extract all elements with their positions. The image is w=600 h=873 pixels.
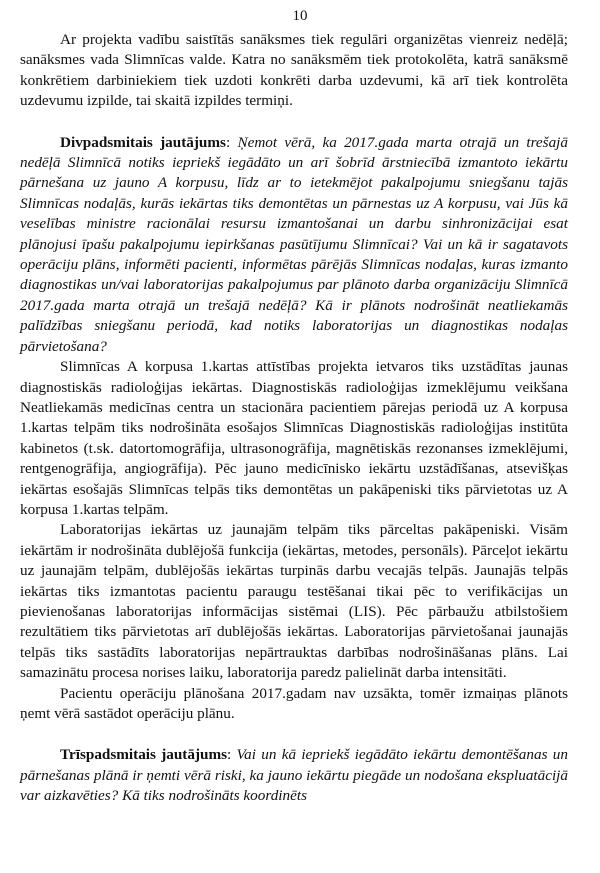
question-13-colon: : <box>227 746 237 764</box>
document-body <box>20 30 568 807</box>
page-number: 10 <box>292 8 308 24</box>
paragraph-meetings: Ar projekta vadību saistītās sanāksmes tiek regulāri organizētas vienreiz nedēļā; sanāksmes vada Slimnīcas valde. Katra no sanāksmēm tiek protokolēta, katrā sanāksmē konkrētiem darbiniekiem tiek uzdoti konkrēti darba uzdevumi, kā arī tiek kontrolēta uzdevumu izpilde, tai skaitā izpildes termiņi. <box>20 31 568 110</box>
answer-12-laboratory: Laboratorijas iekārtas uz jaunajām telpām tiks pārceltas pakāpeniski. Visām iekārtām ir nodrošināta dublējošā funkcija (iekārtas, metodes, personāls). Pārceļot iekārtu uz jaunajām telpām, dublējošās iekārtas turpinās darbu vecajās telpās. Jaunajās telpās iekārtas tiks izmantotas pacientu paraugu testēšanai tikai pēc to verifikācijas un pievienošanas laboratorijas informācijas sistēmai (LIS). Pēc pārbaužu atbilstošiem rezultātiem tiks pārvietotas arī dublējošās iekārtas. Laboratorijas pārvietošanai jaunajās telpās tiks sastādīts laboratorijas nepārtrauktas darbības nodrošināšanas plāns. Lai samazinātu procesa norises laiku, laboratorija paredz palielināt darba intensitāti. <box>20 521 568 682</box>
question-13 <box>20 745 568 806</box>
question-13-text: Vai un kā iepriekš iegādāto iekārtu demontēšanas un pārnešanas plānā ir ņemti vērā riski, ka jauno iekārtu piegāde un nodošana ekspluatācijā var aizkavēties? Kā tiks nodrošināts koordinēts <box>20 746 568 805</box>
answer-12-radiology: Slimnīcas A korpusa 1.kartas attīstības projekta ietvaros tiks uzstādītas jaunas diagnostiskās radioloģijas iekārtas. Diagnostiskās radioloģijas izmeklējumu veikšana Neatliekamās medicīnas centra un stacionāra pacientiem pārejas periodā uz A korpusa 1.kartas telpām tiks nodrošināta esošajos Slimnīcas Diagnostiskās radioloģijas institūta kabinetos (t.sk. datortomogrāfija, ultrasonogrāfija, magnētiskās rezonanses izmeklējumi, rentgenogrāfija, angiogrāfija). Pēc jauno medicīnisko iekārtu uzstādīšanas, atsevišķas iekārtas esošajās Slimnīcas telpās tiks demontētas un pakāpeniski tiks pārvietotas uz A korpusa 1.kartas telpām. <box>20 358 568 518</box>
question-12-colon: : <box>225 133 238 151</box>
answer-12-operations: Pacientu operāciju plānošana 2017.gadam nav uzsākta, tomēr izmaiņas plānots ņemt vērā sastādot operāciju plānu. <box>20 684 568 722</box>
question-12-label: Divpadsmitais jautājums <box>60 133 226 151</box>
question-12-text: Ņemot vērā, ka 2017.gada marta otrajā un trešajā nedēļā Slimnīcā notiks iepriekš iegādāto un arī šobrīd ārstniecībā izmantoto iekārtu pārnešana uz jauno A korpusu, līdz ar to ietekmējot pakalpojumu sniegšanu tajās Slimnīcas nodaļās, kurās iekārtas tiks demontētas un pārnestas uz A korpusu, vai Jūs kā veselības ministre racionālai resursu izmantošanai un darbu sinhronizācijai esat plānojusi īpašu pakalpojumu iepirkšanas pasūtījumu Slimnīcai? Vai un kā ir sagatavots operāciju plāns, informēti pacienti, informētas pārējās Slimnīcas nodaļas, kuras izmanto diagnostikas un/vai laboratorijas pakalpojumus par plānoto darba organizāciju Slimnīcā 2017.gada marta otrajā un trešajā nedēļā? Kā ir plānots nodrošināt neatliekamās palīdzības sniegšanu periodā, kad notiks laboratorijas un diagnostikas nodaļas pārvietošana? <box>20 133 568 355</box>
question-13-label: Trīspadsmitais jautājums <box>60 746 228 764</box>
question-12 <box>20 133 568 357</box>
